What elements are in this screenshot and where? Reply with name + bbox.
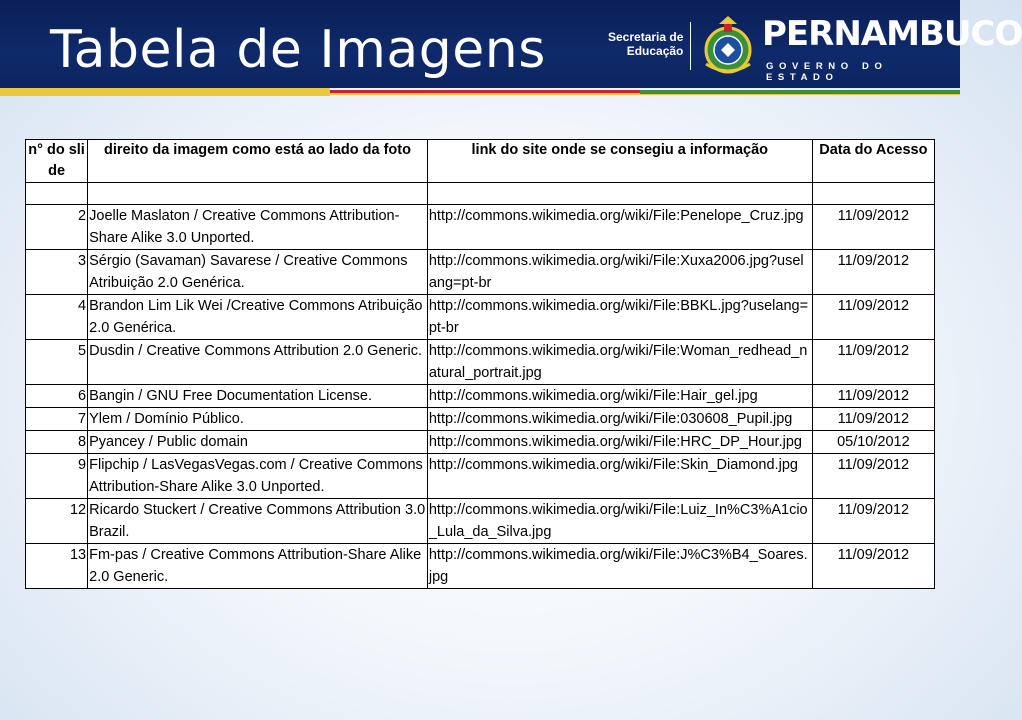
table-row	[26, 544, 935, 589]
image-rights-cell: Sérgio (Savaman) Savarese / Creative Commons Atribuição 2.0 Genérica.	[88, 250, 428, 295]
table-row	[26, 295, 935, 340]
source-link-cell[interactable]: http://commons.wikimedia.org/wiki/File:030608_Pupil.jpg	[427, 408, 812, 431]
slide-number-cell: 3	[26, 250, 88, 295]
flag-stripes	[0, 88, 960, 96]
image-rights-cell: Brandon Lim Lik Wei /Creative Commons Atribuição 2.0 Genérica.	[88, 295, 428, 340]
slide-number-cell: 9	[26, 454, 88, 499]
image-rights-cell: Fm-pas / Creative Commons Attribution-Share Alike 2.0 Generic.	[88, 544, 428, 589]
header-slide-number: n° do slide	[26, 140, 88, 183]
source-link-cell[interactable]: http://commons.wikimedia.org/wiki/File:Skin_Diamond.jpg	[427, 454, 812, 499]
access-date-cell: 05/10/2012	[812, 431, 934, 454]
source-link-cell[interactable]: http://commons.wikimedia.org/wiki/File:BBKL.jpg?uselang=pt-br	[427, 295, 812, 340]
access-date-cell: 11/09/2012	[812, 205, 934, 250]
source-link-cell[interactable]: http://commons.wikimedia.org/wiki/File:Luiz_In%C3%A1cio_Lula_da_Silva.jpg	[427, 499, 812, 544]
brand-name: PERNAMBUCO	[762, 14, 1022, 54]
header-source-link: link do site onde se consegiu a informação	[427, 140, 812, 183]
slide-number-cell: 7	[26, 408, 88, 431]
slide-number-cell: 4	[26, 295, 88, 340]
table-row-empty	[26, 183, 935, 205]
source-link-cell[interactable]: http://commons.wikimedia.org/wiki/File:J%C3%B4_Soares.jpg	[427, 544, 812, 589]
slide-number-cell: 12	[26, 499, 88, 544]
access-date-cell: 11/09/2012	[812, 295, 934, 340]
slide-number-cell: 6	[26, 385, 88, 408]
table-row	[26, 431, 935, 454]
state-crest-icon	[697, 14, 759, 80]
image-rights-cell: Ricardo Stuckert / Creative Commons Attribution 3.0 Brazil.	[88, 499, 428, 544]
image-rights-cell: Joelle Maslaton / Creative Commons Attribution-Share Alike 3.0 Unported.	[88, 205, 428, 250]
source-link-cell[interactable]: http://commons.wikimedia.org/wiki/File:HRC_DP_Hour.jpg	[427, 431, 812, 454]
source-link-cell[interactable]: http://commons.wikimedia.org/wiki/File:Xuxa2006.jpg?uselang=pt-br	[427, 250, 812, 295]
source-link-cell[interactable]: http://commons.wikimedia.org/wiki/File:Penelope_Cruz.jpg	[427, 205, 812, 250]
image-rights-cell: Flipchip / LasVegasVegas.com / Creative Commons Attribution-Share Alike 3.0 Unported.	[88, 454, 428, 499]
table-row	[26, 340, 935, 385]
access-date-cell: 11/09/2012	[812, 250, 934, 295]
table-row	[26, 205, 935, 250]
source-link-cell[interactable]: http://commons.wikimedia.org/wiki/File:Woman_redhead_natural_portrait.jpg	[427, 340, 812, 385]
secretaria-line-2: Educação	[626, 44, 684, 58]
table-row	[26, 454, 935, 499]
secretaria-line-1: Secretaria de	[608, 30, 684, 44]
image-table	[25, 139, 935, 589]
divider	[690, 22, 691, 70]
secretaria-label	[608, 30, 683, 58]
source-link-cell[interactable]: http://commons.wikimedia.org/wiki/File:Hair_gel.jpg	[427, 385, 812, 408]
access-date-cell: 11/09/2012	[812, 408, 934, 431]
slide-number-cell: 13	[26, 544, 88, 589]
image-rights-cell: Dusdin / Creative Commons Attribution 2.0 Generic.	[88, 340, 428, 385]
slide-number-cell: 5	[26, 340, 88, 385]
brand-subtitle: GOVERNO DO ESTADO	[766, 61, 888, 83]
access-date-cell: 11/09/2012	[812, 340, 934, 385]
access-date-cell: 11/09/2012	[812, 499, 934, 544]
table-header-row	[26, 140, 935, 183]
slide-number-cell: 8	[26, 431, 88, 454]
table-row	[26, 385, 935, 408]
page-title: Tabela de Imagens	[50, 20, 546, 80]
image-rights-cell: Bangin / GNU Free Documentation License.	[88, 385, 428, 408]
table-row	[26, 408, 935, 431]
header-access-date: Data do Acesso	[812, 140, 934, 183]
access-date-cell: 11/09/2012	[812, 544, 934, 589]
slide-number-cell: 2	[26, 205, 88, 250]
table-row	[26, 499, 935, 544]
header-image-rights: direito da imagem como está ao lado da foto	[88, 140, 428, 183]
access-date-cell: 11/09/2012	[812, 454, 934, 499]
table-row	[26, 250, 935, 295]
header-bar	[0, 0, 1022, 88]
image-rights-cell: Pyancey / Public domain	[88, 431, 428, 454]
access-date-cell: 11/09/2012	[812, 385, 934, 408]
image-rights-cell: Ylem / Domínio Público.	[88, 408, 428, 431]
